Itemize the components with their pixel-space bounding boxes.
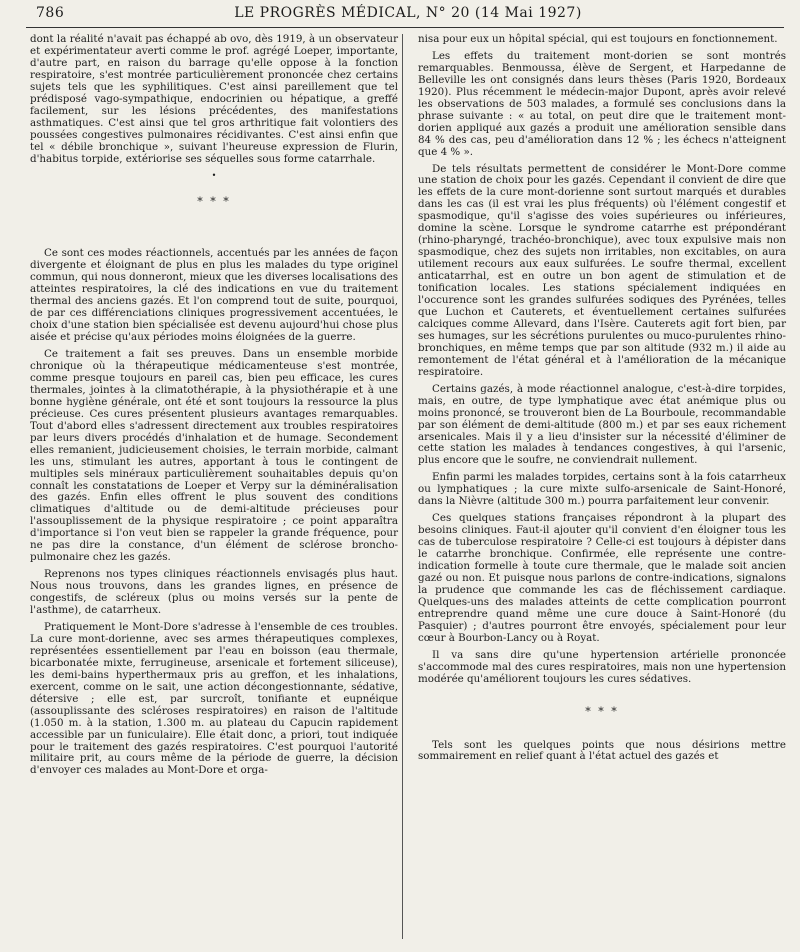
paragraph: Certains gazés, à mode réactionnel analogue, c'est-à-dire torpides, mais, en outre, de type lymphatique avec état anémique plus ou moins prononcé, se trouveront bien de La Bourboule, recommandable par son élément de demi-altitude (800 m.) et par ses eaux richement arsenicales. Mais il y a lieu d'insister sur la nécessité d'éliminer de cette station les malades à tendances congestives, à qui l'arsenic, plus encore que le soufre, ne conviendrait nullement. — [418, 382, 786, 467]
asterism: * * * — [585, 704, 619, 718]
running-title: LE PROGRÈS MÉDICAL, N° 20 (14 Mai 1927) — [234, 5, 582, 21]
paragraph: nisa pour eux un hôpital spécial, qui est toujours en fonctionnement. — [418, 33, 778, 45]
paragraph: Ces quelques stations françaises répondront à la plupart des besoins cliniques. Faut-il ajouter qu'il convient d'en éloigner tous les cas de tuberculose respiratoire ? Celle-ci est toujours à dépister dans le catarrhe bronchique. Confirmée, elle représente une contre-indication formelle à toute cure thermale, que le malade soit ancien gazé ou non. Et puisque nous parlons de contre-indications, signalons la prudence que commande les cas de fléchissement cardiaque. Quelques-uns des malades atteints de cette complication pourront entreprendre quand même une cure douce à Saint-Honoré (du Pasquier) ; d'autres pourront être envoyés, spécialement pour leur cœur à Bourbon-Lancy ou à Royat. — [418, 512, 786, 644]
header-rule — [26, 27, 784, 28]
ornament-dot: • — [211, 171, 217, 181]
paragraph: dont la réalité n'avait pas échappé ab ovo, dès 1919, à un observateur et expérimentateur averti comme le prof. agrégé Loeper, importante, d'autre part, en raison du barrage qu'elle oppose à la fonction respiratoire, s'est montrée particulièrement prononcée chez certains sujets tels que les syphilitiques. C'est ainsi pareillement que tel prédisposé vago-sympathique, endocrinien ou hépatique, a greffé facilement, sur les lésions précédentes, des manifestations asthmatiques. C'est ainsi que tel gros arthritique fait volontiers des poussées congestives pulmonaires récidivantes. C'est ainsi enfin que tel « débile bronchique », suivant l'heureuse expression de Flurin, d'habitus torpide, extériorise ses séquelles sous forme catarrhale. — [30, 33, 398, 165]
paragraph: Il va sans dire qu'une hypertension artérielle prononcée s'accommode mal des cures respiratoires, mais non une hypertension modérée qu'améliorent toujours les cures sédatives. — [418, 648, 786, 685]
paragraph: Les effets du traitement mont-dorien se sont montrés remarquables. Benmoussa, élève de Sergent, et Harpedanne de Belleville les ont consignés dans leurs thèses (Paris 1920, Bordeaux 1920). Plus récemment le médecin-major Dupont, après avoir relevé les observations de 503 malades, a formulé ses conclusions dans la phrase suivante : « au total, on peut dire que le traitement mont-dorien appliqué aux gazés a produit une amélioration sensible dans 84 % des cas, peu d'amélioration dans 12 % ; les échecs n'atteignent que 4 % ». — [418, 49, 786, 158]
paragraph: Pratiquement le Mont-Dore s'adresse à l'ensemble de ces troubles. La cure mont-dorienne, avec ses armes thérapeutiques complexes, représentées essentiellement par l'eau en boisson (eau thermale, bicarbonatée mixte, ferrugineuse, arsenicale et fortement siliceuse), les demi-bains hyperthermaux pris au greffon, et les inhalations, exercent, comme on le sait, une action décongestionnante, sédative, détersive ; elle est, par surcroît, tonifiante et eupnéique (assouplissante des scléroses respiratoires) en raison de l'altitude (1.050 m. à la station, 1.300 m. au plateau du Capucin rapidement accessible par un funiculaire). Elle était donc, a priori, tout indiquée pour le traitement des gazés respiratoires. C'est pourquoi l'autorité militaire prit, au cours même de la période de guerre, la décision d'envoyer ces malades au Mont-Dore et orga- — [30, 620, 398, 777]
paragraph: Ce traitement a fait ses preuves. Dans un ensemble morbide chronique où la thérapeutique médicamenteuse s'est montrée, comme presque toujours en pareil cas, bien peu efficace, les cures thermales, jointes à la climatothérapie, à la physiothérapie et à une bonne hygiène générale, ont été et sont toujours la ressource la plus précieuse. Ces cures présentent plusieurs avantages remarquables. Tout d'abord elles s'adressent directement aux troubles respiratoires par leurs divers procédés d'inhalation et de humage. Secondement elles remanient, judicieusement choisies, le terrain morbide, calmant les uns, stimulant les autres, apportant à tous le contingent de multiples sels minéraux particulièrement souhaitables depuis qu'on connaît les constatations de Loeper et Verpy sur la déminéralisation des gazés. Enfin elles offrent le plus souvent des conditions climatiques d'altitude ou de demi-altitude précieuses pour l'assouplissement de la physique respiratoire ; ce point apparaîtra d'importance si l'on veut bien se rappeler la grande fréquence, pour ne pas dire la constance, d'un élément de sclérose broncho-pulmonaire chez les gazés. — [30, 348, 398, 564]
paragraph: Tels sont les quelques points que nous désirions mettre sommairement en relief quant à l'état actuel des gazés et — [418, 738, 786, 763]
paragraph: Reprenons nos types cliniques réactionnels envisagés plus haut. Nous nous trouvons, dans les grandes lignes, en présence de congestifs, de scléreux (plus ou moins versés sur la pente de l'asthme), de catarrheux. — [30, 568, 398, 617]
paragraph: Ce sont ces modes réactionnels, accentués par les années de façon divergente et éloignant de plus en plus les malades du type originel commun, qui nous donneront, mieux que les diverses localisations des atteintes respiratoires, la clé des indications en vue du traitement thermal des anciens gazés. Et l'on comprend tout de suite, pourquoi, de par ces différenciations cliniques progressivement accentuées, le choix d'une station bien spécialisée est devenu aujourd'hui chose plus aisée et précise qu'aux périodes moins éloignées de la guerre. — [30, 247, 398, 344]
paragraph: De tels résultats permettent de considérer le Mont-Dore comme une station de choix pour les gazés. Cependant il convient de dire que les effets de la cure mont-dorienne sont surtout marqués et durables dans les cas (il est vrai les plus fréquents) où l'élément congestif et spasmodique, qu'il s'agisse des voies supérieures ou inférieures, domine la scène. Lorsque le syndrome catarrhe est prépondérant (rhino-pharyngé, trachéo-bronchique), avec toux expulsive mais non spasmodique, chez des sujets non irritables, non excitables, on aura utilement recours aux eaux sulfurées. Le soufre thermal, excellent anticatarrhal, est en outre un bon agent de stimulation et de tonification locales. Les stations spécialement indiquées en l'occurence sont les grandes sulfurées sodiques des Pyrénées, telles que Luchon et Cauterets, et éventuellement certaines sulfurées calciques comme Allevard, dans l'Isère. Cauterets agit fort bien, par ses humages, sur les sécrétions purulentes ou muco-purulentes rhino-bronchiques, en même temps que par son altitude (932 m.) il aide au remontement de l'état général et à l'amélioration de la mécanique respiratoire. — [418, 162, 786, 378]
right-column — [418, 34, 786, 768]
left-column — [30, 34, 398, 782]
asterism: * * * — [197, 195, 231, 209]
paragraph: Enfin parmi les malades torpides, certains sont à la fois catarrheux ou lymphatiques ; la cure mixte sulfo-arsenicale de Saint-Honoré, dans la Nièvre (altitude 300 m.) pourra parfaitement leur convenir. — [418, 471, 786, 508]
column-divider — [402, 34, 403, 939]
page-header — [36, 4, 780, 24]
page-number: 786 — [36, 5, 65, 21]
